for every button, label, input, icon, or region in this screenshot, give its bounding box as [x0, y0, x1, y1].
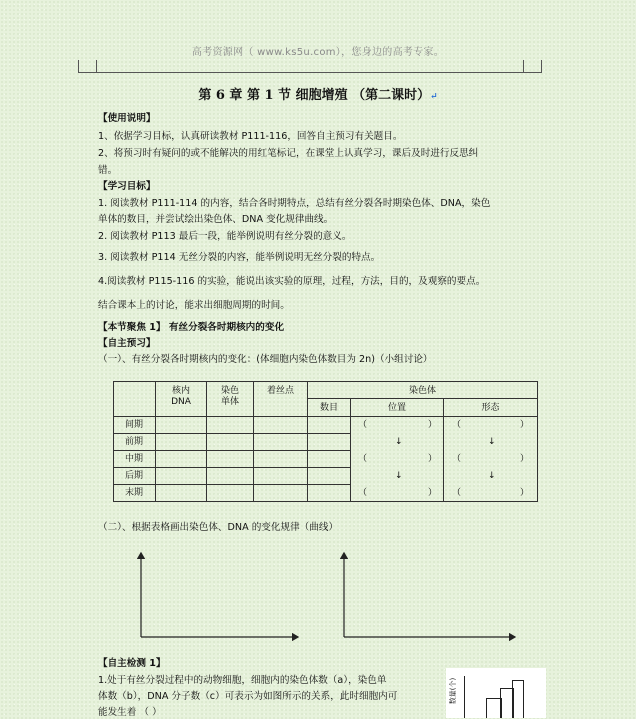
shape-blank: （ [452, 488, 462, 498]
site-header-text: 高考资源网（ www.ks5u.com），您身边的高考专家。 [191, 47, 445, 58]
goal-item: 结合课本上的讨论，能求出细胞周期的时间。 [98, 300, 290, 311]
header-dna: 核内 DNA [171, 386, 191, 407]
usage-item: 错。 [98, 165, 118, 176]
header-centromere: 着丝点 [266, 386, 294, 396]
focus1-heading [98, 322, 284, 334]
usage-item: 1、依据学习目标，认真研读教材 P111-116，回答自主预习有关题目。 [98, 131, 403, 142]
header-rule-left-step [78, 60, 79, 73]
preview-heading: 【自主预习】 [98, 338, 156, 349]
shape-blank: （ [452, 454, 462, 464]
position-arrow: ↓ [395, 437, 403, 447]
page-title: 第 6 章 第 1 节 细胞增殖 （第二课时）↵ [198, 88, 438, 103]
preview-question-2: （二）、根据表格画出染色体、DNA 的变化规律（曲线） [98, 522, 339, 533]
goals-heading: 【学习目标】 [98, 181, 156, 192]
focus1-text: 有丝分裂各时期核内的变化 [168, 322, 285, 333]
subheader-shape: 形态 [481, 403, 500, 413]
header-rule [78, 72, 542, 73]
position-arrow: ↓ [395, 471, 403, 481]
header-cap-right [523, 60, 524, 72]
position-blank: ） [428, 488, 438, 498]
row-label-interphase: 间期 [124, 420, 143, 430]
row-label-anaphase: 后期 [124, 471, 143, 481]
goal-item: 1. 阅读教材 P111-114 的内容，结合各时期特点，总结有丝分裂各时期染色体、DNA，染色 [98, 198, 491, 209]
check-question-line: 体数（b），DNA 分子数（c）可表示为如图所示的关系，此时细胞内可 [98, 691, 398, 702]
position-blank: （ [358, 454, 368, 464]
goal-item: 4.阅读教材 P115-116 的实验，能说出该实验的原理，过程，方法，目的，及观察的要点。 [98, 276, 486, 287]
check-question-line: 1.处于有丝分裂过程中的动物细胞，细胞内的染色体数（a），染色单 [98, 675, 387, 686]
header-chromosome: 染色体 [408, 386, 436, 396]
goal-item: 2. 阅读教材 P113 最后一段，能举例说明有丝分裂的意义。 [98, 231, 352, 242]
position-blank: ） [428, 454, 438, 464]
focus1-label: 【本节聚焦 1】 [98, 322, 166, 333]
header-chromatid: 染色 单体 [220, 386, 239, 407]
check-figure [446, 668, 546, 718]
figure-bar [512, 680, 524, 718]
subheader-position: 位置 [387, 403, 406, 413]
row-label-metaphase: 中期 [124, 454, 143, 464]
subheader-count: 数目 [319, 403, 338, 413]
row-label-telophase: 末期 [124, 488, 143, 498]
row-label-prophase: 前期 [124, 437, 143, 447]
goal-item: 单体的数目，并尝试绘出染色体、DNA 变化规律曲线。 [98, 214, 334, 225]
header-rule-right-step [541, 60, 542, 73]
shape-blank: ） [520, 488, 530, 498]
position-blank: （ [358, 420, 368, 430]
figure-y-axis-label: 数量(个) [449, 677, 458, 705]
shape-arrow: ↓ [488, 437, 496, 447]
shape-blank: ） [520, 420, 530, 430]
usage-heading: 【使用说明】 [98, 113, 156, 124]
shape-blank: ） [520, 454, 530, 464]
check-heading: 【自主检测 1】 [98, 658, 166, 669]
position-blank: （ [358, 488, 368, 498]
shape-blank: （ [452, 420, 462, 430]
goal-item: 3. 阅读教材 P114 无丝分裂的内容，能举例说明无丝分裂的特点。 [98, 252, 381, 263]
check-question-line: 能发生着 （ ） [98, 707, 162, 718]
usage-item: 2、将预习时有疑问的或不能解决的用红笔标记，在课堂上认真学习，课后及时进行反思纠 [98, 148, 479, 159]
header-cap-left [96, 60, 97, 72]
position-blank: ） [428, 420, 438, 430]
shape-arrow: ↓ [488, 471, 496, 481]
preview-question-1: （一）、有丝分裂各时期核内的变化：(体细胞内染色体数目为 2n)（小组讨论） [98, 354, 433, 365]
